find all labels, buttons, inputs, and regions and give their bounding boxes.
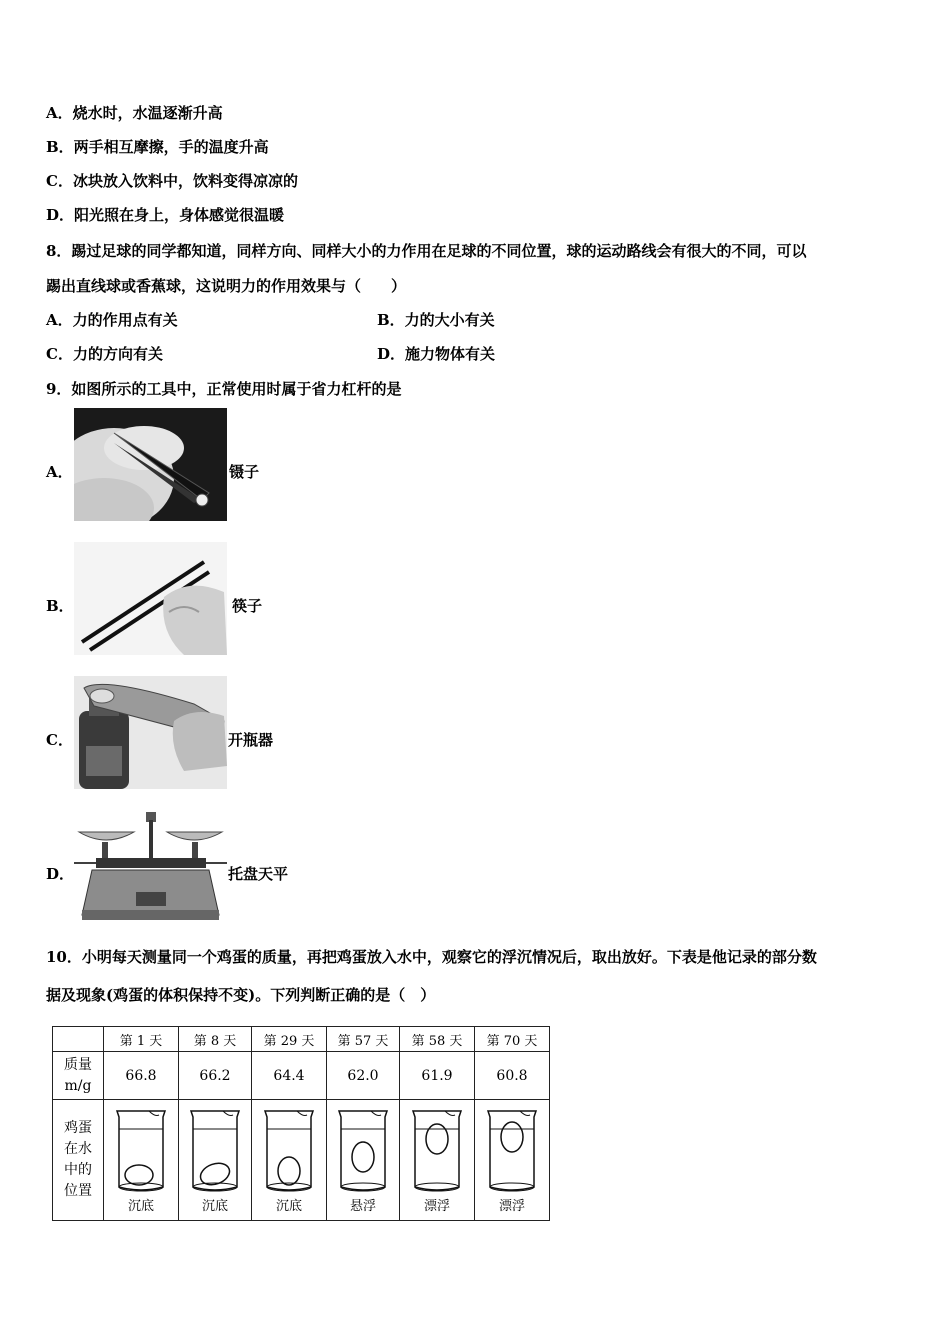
- q8-stem-line1: 8．踢过足球的同学都知道，同样方向、同样大小的力作用在足球的不同位置，球的运动路线会有很大的不同，可以: [46, 242, 807, 260]
- position-row-label: [53, 1100, 104, 1221]
- mass-value: 64.4: [252, 1052, 327, 1100]
- day-header: 第 57 天: [327, 1027, 400, 1052]
- q9-option-d-label: D．: [46, 865, 75, 883]
- position-label-text: 中的: [64, 1162, 92, 1178]
- position-text: 沉底: [201, 1199, 228, 1214]
- q9-option-d-name: 托盘天平: [228, 865, 289, 883]
- q7-option-c: C．冰块放入饮料中，饮料变得凉凉的: [46, 172, 298, 190]
- position-text: 漂浮: [423, 1199, 450, 1214]
- day-header: 第 8 天: [179, 1027, 252, 1052]
- table-corner: [53, 1027, 104, 1052]
- day-header: 第 70 天: [475, 1027, 550, 1052]
- mass-unit-text: m/g: [64, 1077, 92, 1094]
- position-text: 沉底: [275, 1199, 302, 1214]
- beaker-cell: [179, 1100, 252, 1221]
- mass-label-text: 质量: [64, 1056, 92, 1073]
- q9-option-a-name: 镊子: [229, 463, 260, 481]
- position-label-text: 位置: [64, 1183, 92, 1199]
- q9-option-b-name: 筷子: [232, 597, 263, 615]
- egg-data-table: [52, 1026, 550, 1221]
- q9-stem: 9．如图所示的工具中，正常使用时属于省力杠杆的是: [46, 380, 402, 398]
- q9-option-c-label: C．: [46, 731, 73, 749]
- beaker-cell: [327, 1100, 400, 1221]
- mass-value: 62.0: [327, 1052, 400, 1100]
- q8-option-a: A．力的作用点有关: [46, 311, 178, 329]
- beaker-cell: [475, 1100, 550, 1221]
- day-header: 第 29 天: [252, 1027, 327, 1052]
- beaker-cell: [400, 1100, 475, 1221]
- mass-value: 61.9: [400, 1052, 475, 1100]
- table-position-row: [53, 1100, 550, 1221]
- q9-option-a-label: A．: [46, 463, 73, 481]
- mass-value: 60.8: [475, 1052, 550, 1100]
- beaker-cell: [104, 1100, 179, 1221]
- beaker-float-icon: [482, 1107, 542, 1195]
- position-label-text: 在水: [64, 1141, 92, 1157]
- position-label-text: 鸡蛋: [64, 1120, 92, 1136]
- beaker-sink-icon: [111, 1107, 171, 1195]
- q10-stem-line1: 10．小明每天测量同一个鸡蛋的质量，再把鸡蛋放入水中，观察它的浮沉情况后，取出放好。下表是他记录的部分数: [46, 948, 817, 966]
- q8-stem-line2: 踢出直线球或香蕉球，这说明力的作用效果与（ ）: [46, 277, 407, 295]
- day-header: 第 58 天: [400, 1027, 475, 1052]
- balance-scale-image: [74, 810, 227, 923]
- table-header-row: [53, 1027, 550, 1052]
- beaker-sink-icon: [259, 1107, 319, 1195]
- position-text: 沉底: [127, 1199, 154, 1214]
- q10-stem-line2: 据及现象(鸡蛋的体积保持不变)。下列判断正确的是（ ）: [46, 986, 436, 1004]
- q9-option-b-label: B．: [46, 597, 74, 615]
- position-text: 漂浮: [498, 1199, 525, 1214]
- q7-option-d: D．阳光照在身上，身体感觉很温暖: [46, 206, 285, 224]
- bottle-opener-image: [74, 676, 227, 789]
- q7-option-a: A．烧水时，水温逐渐升高: [46, 104, 223, 122]
- q8-option-d: D．施力物体有关: [377, 345, 496, 363]
- chopsticks-image: [74, 542, 227, 655]
- mass-value: 66.2: [179, 1052, 252, 1100]
- position-text: 悬浮: [349, 1199, 376, 1214]
- q9-option-c-name: 开瓶器: [228, 731, 274, 749]
- mass-value: 66.8: [104, 1052, 179, 1100]
- day-header: 第 1 天: [104, 1027, 179, 1052]
- table-mass-row: [53, 1052, 550, 1100]
- beaker-cell: [252, 1100, 327, 1221]
- tweezers-image: [74, 408, 227, 521]
- q8-option-b: B．力的大小有关: [377, 311, 495, 329]
- beaker-sink-icon: [185, 1107, 245, 1195]
- q7-option-b: B．两手相互摩擦，手的温度升高: [46, 138, 269, 156]
- beaker-suspend-icon: [333, 1107, 393, 1195]
- q8-option-c: C．力的方向有关: [46, 345, 163, 363]
- beaker-float-icon: [407, 1107, 467, 1195]
- mass-row-label: [53, 1052, 104, 1100]
